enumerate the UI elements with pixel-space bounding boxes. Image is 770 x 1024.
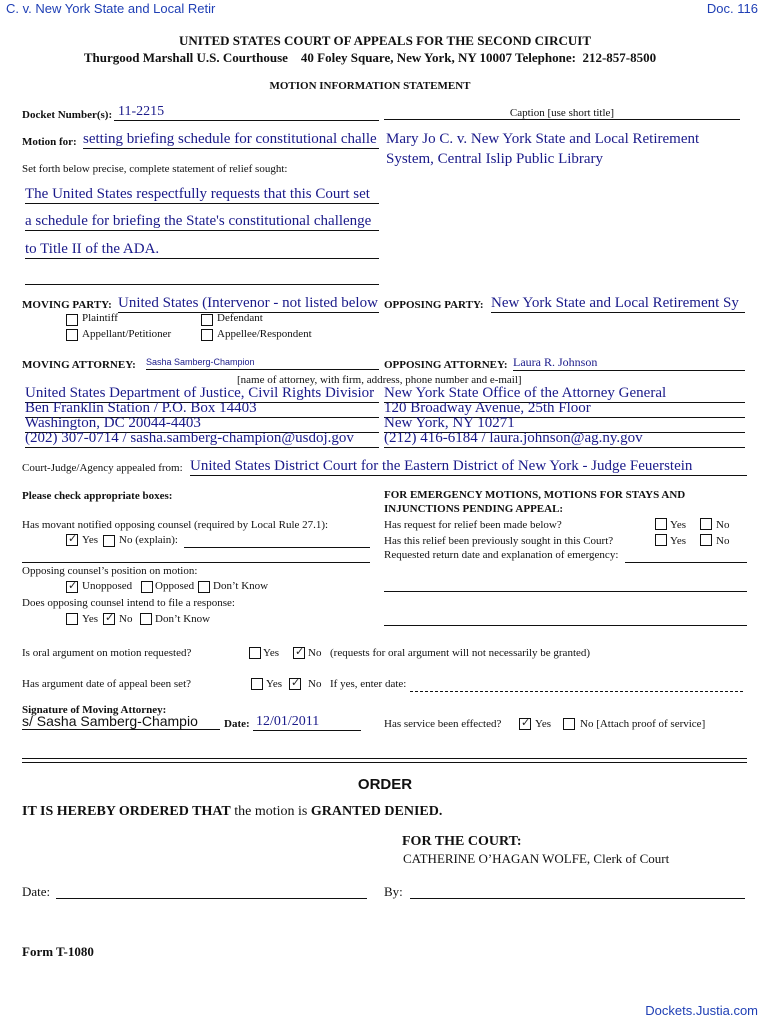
notified-yes-checkbox[interactable] [66,534,78,546]
service-yes-label: Yes [535,718,552,730]
opposing-attorney-line-3[interactable]: New York, NY 10271 [384,415,745,433]
form-title: MOTION INFORMATION STATEMENT [269,80,471,92]
court-title: UNITED STATES COURT OF APPEALS FOR THE SECOND CIRCUIT [178,33,591,48]
date-value: 12/01/2011 [256,714,320,729]
emergency-heading-2: INJUNCTIONS PENDING APPEAL: [384,503,564,515]
moving-attorney-line-2[interactable]: Ben Franklin Station / P.O. Box 14403 [25,400,379,418]
dont-know-position-label: Don’t Know [213,580,269,592]
opposed-label: Opposed [155,580,195,592]
divider-top [22,758,747,759]
attorney-note: [name of attorney, with firm, address, phone number and e-mail] [237,374,522,386]
court-judge-field[interactable]: United States District Court for the Eastern District of New York - Judge Feuerstein [190,458,747,476]
explain-line[interactable] [184,547,370,548]
q2-no-checkbox[interactable] [700,534,712,546]
emergency-q1: Has request for relief been made below? [384,519,562,531]
relief-line-3[interactable]: to Title II of the ADA. [25,241,379,259]
notified-no-checkbox[interactable] [103,535,115,547]
q2-yes-checkbox[interactable] [655,534,667,546]
boxes-heading: Please check appropriate boxes: [22,490,173,502]
service-label: Has service been effected? [384,718,502,730]
form-number: Form T-1080 [22,944,94,959]
service-yes-checkbox[interactable] [519,718,531,730]
granted-option[interactable]: GRANTED [310,804,381,819]
intend-yes-label: Yes [82,613,99,625]
oral-no-label: No [308,647,322,659]
arg-date-note: If yes, enter date: [330,678,407,690]
order-date-field[interactable] [56,898,367,899]
date-field[interactable] [253,714,361,731]
court-judge-label: Court-Judge/Agency appealed from: [22,462,183,474]
service-no-label: No [Attach proof of service] [580,718,706,730]
q1-yes-checkbox[interactable] [655,518,667,530]
opposed-checkbox[interactable] [141,581,153,593]
signature-field[interactable]: s/ Sasha Samberg-Champio [22,713,220,730]
q2-no-label: No [716,535,730,547]
relief-line-4[interactable] [25,284,379,285]
moving-party-field[interactable]: United States (Intervenor - not listed below [118,295,378,311]
arg-date-label: Has argument date of appeal been set? [22,678,192,690]
oral-yes-label: Yes [263,647,280,659]
denied-option[interactable]: DENIED. [384,804,443,819]
emergency-q2: Has this relief been previously sought in this Court? [384,535,614,547]
intend-no-checkbox[interactable] [103,613,115,625]
emergency-heading-1: FOR EMERGENCY MOTIONS, MOTIONS FOR STAYS AND [384,489,686,501]
oral-label: Is oral argument on motion requested? [22,647,192,659]
intend-dont-know-checkbox[interactable] [140,613,152,625]
opposing-attorney-line-2[interactable]: 120 Broadway Avenue, 25th Floor [384,400,745,418]
emergency-q3: Requested return date and explanation of emergency: [384,549,619,561]
opposing-attorney-line-4[interactable]: (212) 416-6184 / laura.johnson@ag.ny.gov [384,430,745,448]
explain-line-2[interactable] [22,562,370,563]
plaintiff-checkbox[interactable] [66,314,78,326]
emergency-line-2[interactable] [384,625,747,626]
arg-date-no-checkbox[interactable] [289,678,301,690]
relief-label: Set forth below precise, complete statement of relief sought: [22,163,288,175]
notified-question: Has movant notified opposing counsel (required by Local Rule 27.1): [22,519,329,531]
docket-value: 11-2215 [118,104,165,119]
q1-no-checkbox[interactable] [700,518,712,530]
plaintiff-label: Plaintiff [82,312,118,324]
arg-date-yes-checkbox[interactable] [251,678,263,690]
motion-for-field[interactable]: setting briefing schedule for constitutional challe [83,131,379,149]
moving-party-label: MOVING PARTY: [22,299,112,311]
order-title: ORDER [357,776,413,793]
appellant-checkbox[interactable] [66,329,78,341]
defendant-label: Defendant [217,312,263,324]
docket-field[interactable] [114,104,379,121]
moving-attorney-label: MOVING ATTORNEY: [22,359,136,371]
intend-label: Does opposing counsel intend to file a response: [22,597,235,609]
moving-attorney-line-1[interactable]: United States Department of Justice, Civil Rights Divisior [25,385,379,403]
notified-yes-label: Yes [82,534,99,546]
emergency-line-1[interactable] [384,591,747,592]
appellee-label: Appellee/Respondent [217,328,312,340]
q2-yes-label: Yes [670,535,687,547]
notified-no-label: No (explain): [119,534,178,546]
order-by-field[interactable] [410,898,745,899]
motion-for-label: Motion for: [22,136,77,148]
court-address: Thurgood Marshall U.S. Courthouse 40 Foley Square, New York, NY 10007 Telephone: 212-857-8500 [83,50,657,65]
divider-bottom [22,762,747,763]
service-no-checkbox[interactable] [563,718,575,730]
opposing-party-label: OPPOSING PARTY: [384,299,484,311]
unopposed-label: Unopposed [82,580,133,592]
oral-yes-checkbox[interactable] [249,647,261,659]
order-by-label: By: [384,884,403,899]
opposing-attorney-name[interactable]: Laura R. Johnson [513,355,745,371]
intend-no-label: No [119,613,133,625]
dont-know-position-checkbox[interactable] [198,581,210,593]
appellant-label: Appellant/Petitioner [82,328,172,340]
relief-line-2[interactable]: a schedule for briefing the State's constitutional challenge [25,213,379,231]
defendant-checkbox[interactable] [201,314,213,326]
moving-attorney-name[interactable]: Sasha Samberg-Champion [146,357,379,370]
docket-label: Docket Number(s): [22,109,113,121]
order-date-label: Date: [22,884,51,899]
relief-line-1[interactable]: The United States respectfully requests that this Court set [25,186,379,204]
order-bold: IT IS HEREBY ORDERED THAT [22,804,231,819]
position-label: Opposing counsel’s position on motion: [22,565,198,577]
intend-yes-checkbox[interactable] [66,613,78,625]
date-label: Date: [224,718,250,730]
unopposed-checkbox[interactable] [66,581,78,593]
doc-number[interactable]: Doc. 116 [706,1,758,16]
caption-line-2[interactable]: System, Central Islip Public Library [386,151,604,167]
opposing-attorney-line-1[interactable]: New York State Office of the Attorney General [384,385,745,403]
signature-label: Signature of Moving Attorney: [22,704,167,716]
q1-no-label: No [716,519,730,531]
oral-no-checkbox[interactable] [293,647,305,659]
footer-link[interactable]: Dockets.Justia.com [645,1003,758,1018]
arg-date-yes-label: Yes [266,678,283,690]
q1-yes-label: Yes [670,519,687,531]
order-text: the motion is [234,804,308,819]
opposing-attorney-label: OPPOSING ATTORNEY: [384,359,508,371]
order-statement [22,804,442,820]
moving-attorney-line-4[interactable]: (202) 307-0714 / sasha.samberg-champion@usdoj.gov [25,430,379,448]
intend-dont-know-label: Don’t Know [155,613,211,625]
oral-note: (requests for oral argument will not necessarily be granted) [330,647,591,659]
emergency-line-0[interactable] [625,562,747,563]
arg-date-no-label: No [308,678,322,690]
appellee-checkbox[interactable] [201,329,213,341]
arg-date-field[interactable] [410,691,743,692]
caption-label: Caption [use short title] [384,107,740,120]
moving-attorney-line-3[interactable]: Washington, DC 20044-4403 [25,415,379,433]
for-court-label: FOR THE COURT: [402,834,522,849]
clerk-name: CATHERINE O’HAGAN WOLFE, Clerk of Court [403,851,670,866]
caption-line-1[interactable]: Mary Jo C. v. New York State and Local Retirement [386,131,700,147]
document-link[interactable]: C. v. New York State and Local Retir [6,1,216,16]
opposing-party-field[interactable]: New York State and Local Retirement Sy [491,295,745,313]
